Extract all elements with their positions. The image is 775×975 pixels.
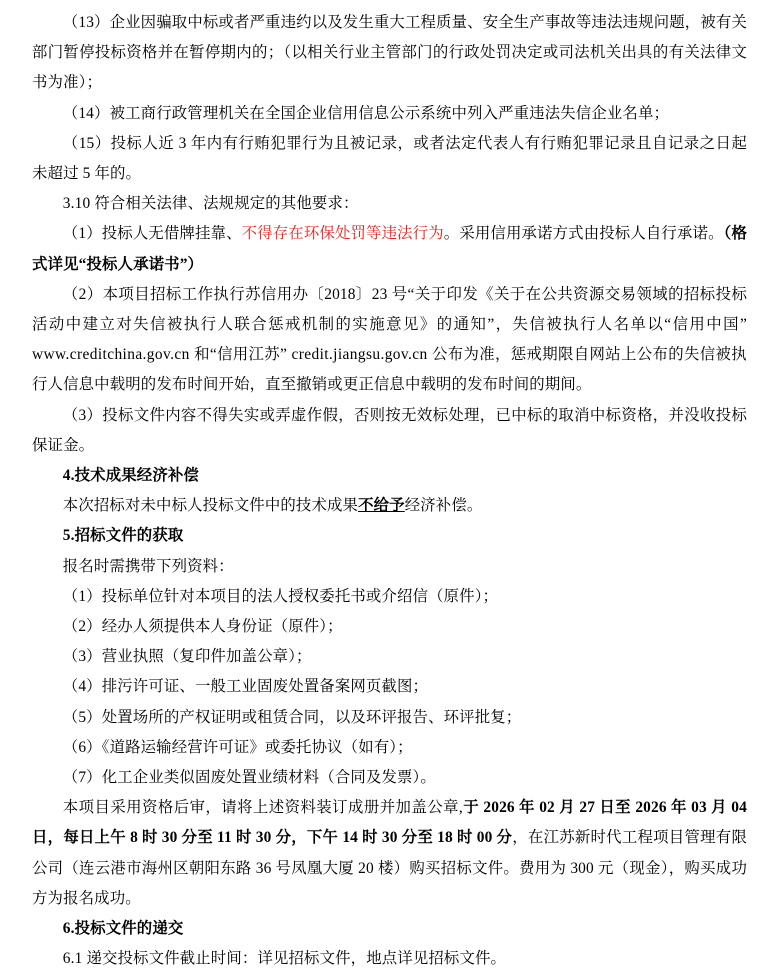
section-3-10-heading: 3.10 符合相关法律、法规规定的其他要求： [62,195,359,213]
clause-3-10-3: （3）投标文件内容不得失实或弄虚作假，否则按无效标处理，已中标的取消中标资格，并没收投标保证金。 [32,406,747,454]
clause-3-10-2 [32,280,747,401]
clause-3-10-1 [32,219,747,279]
clause-3-10-1-part-2: 。采用信用承诺方式由投标人自行承诺。 [443,225,724,243]
section-4-body [32,491,747,521]
clause-3-10-1-highlight: 不得存在环保处罚等违法行为 [241,225,444,243]
heading-section-6: 6.投标文件的递交 [62,920,184,938]
material-item-7: （7）化工企业类似固废处置业绩材料（合同及发票）。 [62,769,436,787]
section-4-emphasis: 不给予 [358,497,405,515]
creditchina-url: www.creditchina.gov.cn [32,346,195,364]
section-5-body: 报名时需携带下列资料： [62,557,234,575]
creditjiangsu-url: credit.jiangsu.gov.cn [287,346,433,364]
clause-6-1: 6.1 递交投标文件截止时间：详见招标文件，地点详见招标文件。 [62,950,507,968]
material-item-3: （3）营业执照（复印件加盖公章）； [62,648,312,666]
heading-section-5: 5.招标文件的获取 [62,527,184,545]
heading-section-4: 4.技术成果经济补偿 [62,467,199,485]
material-item-6: （6）《道路运输经营许可证》或委托协议（如有）； [62,738,413,756]
clause-3-10-1-part-1: （1）投标人无借牌挂靠、 [62,225,242,243]
material-item-1: （1）投标单位针对本项目的法人授权委托书或介绍信（原件）； [62,587,499,605]
clause-3-10-2-part-2: 和“信用江苏” [194,346,288,364]
section-4-part-2: 经济补偿。 [404,497,483,515]
purchase-info-part-1: 本项目采用资格后审，请将上述资料装订成册并加盖公章, [62,799,463,817]
purchase-schedule: 于 2026 年 02 月 27 日至 2026 年 03 月 04 日，每日上午 8 时 30 分至 11 时 30 分，下午 14 时 30 分至 18 时 00 分 [32,799,747,847]
purchase-info-paragraph [32,793,747,914]
clause-item-13: （13）企业因骗取中标或者严重违约以及发生重大工程质量、安全生产事故等违法违规问题，被有关部门暂停投标资格并在暂停期内的；（以相关行业主管部门的行政处罚决定或司法机关出具的有关法律文书为准）； [32,14,747,92]
clause-item-15: （15）投标人近 3 年内有行贿犯罪行为且被记录，或者法定代表人有行贿犯罪记录且自记录之日起未超过 5 年的。 [32,134,747,183]
material-item-4: （4）排污许可证、一般工业固废处置备案网页截图； [62,678,429,696]
material-item-5: （5）处置场所的产权证明或租赁合同，以及环评报告、环评批复； [62,708,522,726]
clause-item-14: （14）被工商行政管理机关在全国企业信用信息公示系统中列入严重违法失信企业名单； [62,104,670,122]
clause-3-10-2-part-1: （2）本项目招标工作执行苏信用办〔2018〕23 号“关于印发《关于在公共资源交易领域的招标投标活动中建立对失信被执行人联合惩戒机制的实施意见》的通知”，失信被执行人名单以“信用中国” [32,285,747,334]
material-item-2: （2）经办人须提供本人身份证（原件）； [62,618,343,636]
clause-3-10-2-part-3: 公布为准，惩戒期限自网站上公布的失信被执行人信息中载明的发布时间开始，直至撤销或更正信息中载明的发布时间的期间。 [32,346,747,394]
clause-3-10-1-format-note: （格式详见“投标人承诺书”） [32,225,748,273]
purchase-info-part-2: ，在江苏新时代工程项目管理有限公司（连云港市海州区朝阳东路 36 号凤凰大厦 20 楼）购买招标文件。费用为 300 元（现金），购买成功方为报名成功。 [32,829,747,907]
section-4-part-1: 本次招标对未中标人投标文件中的技术成果 [62,497,359,515]
